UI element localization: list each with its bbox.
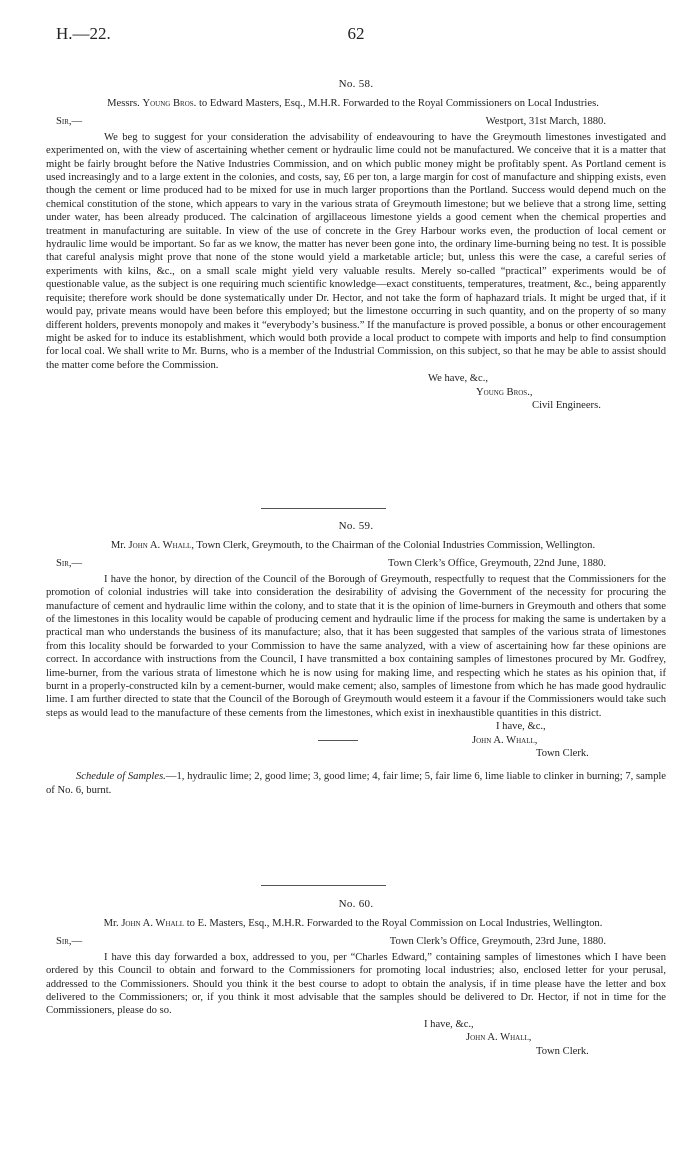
closing: I have, &c., bbox=[496, 721, 546, 733]
salutation: Sir,— bbox=[56, 935, 83, 947]
sender-name: John A. Whall bbox=[128, 540, 192, 552]
letter-59 bbox=[46, 520, 666, 808]
sender-name: Young Bros. bbox=[142, 98, 197, 110]
signature-rule bbox=[318, 740, 358, 741]
letter-60 bbox=[46, 898, 666, 1058]
place-date: Town Clerk’s Office, Greymouth, 23rd June, 1880. bbox=[389, 935, 606, 947]
letter-58 bbox=[46, 78, 666, 412]
document-reference: H.—22. bbox=[56, 24, 111, 43]
schedule-of-samples bbox=[46, 770, 666, 797]
salutation: Sir,— bbox=[56, 115, 83, 127]
signature: John A. Whall, bbox=[466, 1032, 532, 1044]
letter-number: No. 60. bbox=[338, 898, 374, 910]
letter-heading: Messrs. Young Bros. to Edward Masters, Esq., M.H.R. Forwarded to the Royal Commissioners on Local Industries. bbox=[107, 98, 599, 110]
signature: Young Bros., bbox=[476, 386, 533, 398]
section-divider bbox=[261, 885, 386, 886]
section-divider bbox=[261, 508, 386, 509]
salutation: Sir,— bbox=[56, 557, 83, 569]
letter-heading: Mr. John A. Whall to E. Masters, Esq., M.H.R. Forwarded to the Royal Commission on Local Industries, Wellington. bbox=[103, 918, 603, 930]
letter-body: I have this day forwarded a box, addressed to you, per “Charles Edward,” containing samples of limestones which I have been ordered by this Council to obtain and forward to the Commissioners for promoting local industries; also, enclosed letter for your perusal, addressed to the Commissioners. Should you think it the best course to adopt to obtain the analysis, if in time please have the letter and box delivered to the Commissioners; or, if you think it most advisable that the samples should be delivered to Dr. Hector, if not in time for the Commissioners, please do so. bbox=[46, 951, 666, 1017]
closing: We have, &c., bbox=[428, 373, 489, 385]
letter-body: We beg to suggest for your consideration the advisability of endeavouring to have the Greymouth limestones investigated and experimented on, with the view of ascertaining whether cement or hydraulic lime could not be manufactured. We conceive that it is a matter that might be fairly brought before the Native Industries Commission, and on which public money might be profitably spent. As Portland cement is used increasingly and to a large extent in the colonies, and costs, say, £6 per ton, a large margin for cost of manufacture and shipping exists, even though the cement or lime produced had to be mixed for use in much larger proportions than the Portland. Success would depend much on the chemical constitution of the stone, which appears to vary in the various strata of Greymouth limestone; but we believe that a strong lime, setting under water, has been already produced. The calcination of argillaceous limestone yields a good cement when the chemical properties and treatment in manufacturing are suitable. In view of the use of concrete in the Grey Harbour works even, the production of local cement or hydraulic lime would be important. So far as we know, the matter has never been gone into, the ordinary lime-burning being no test. It is possible that careful analysis might prove that none of the stone would yield a marketable article; but, unless this were the case, a careful series of experiments with kilns, &c., on a small scale might yield very valuable results. Merely so-called “practical” experiments would be of questionable value, as the subject is one requiring much scientific knowledge—exact constituents, temperatures, treatment, &c., being apparently requisite; therefore work should be done systematically under Dr. Hector, and not take the form of haphazard trials. It might be urged that, if it would pay, private means would have been before this employed; but the limestone occurring in such quantity, and on the property of so many different holders, prevents monopoly and makes it “everybody’s business.” If the manufacture is proved possible, a bonus or other encouragement might be asked for to induce its establishment, which would both provide a local product to compete with imports and help to find consumption for local coal. We shall write to Mr. Burns, who is a member of the Industrial Commission, on this subject, so that he may be able to assist should the matter come before the Commission. bbox=[46, 131, 666, 371]
place-date: Town Clerk’s Office, Greymouth, 22nd June, 1880. bbox=[388, 557, 606, 569]
letter-body: I have the honor, by direction of the Council of the Borough of Greymouth, respectfully to request that the Commissioners for the promotion of colonial industries will take into consideration the desirability of advising the Government of the necessity for procuring the manufacture of cement and hydraulic lime within the colony, and to state that it is the opinion of lime-burners in Greymouth and others that some of the limestones in this locality would be capable of producing cement and hydraulic lime if the process for making the same is undertaken by a practical man who understands the business of its manufacture; also, that it has been suggested that samples of the various strata of limestones from this locality should be forwarded to your Commission to have the same analyzed, with a view of ascertaining how far these opinions are correct. In accordance with instructions from the Council, I have transmitted a box containing samples of limestones procured by Mr. Godfrey, lime-burner, from the various strata of limestone which he is now using for making lime, and respecting which he states as his opinion that, if burnt in a properly-constructed kiln by a cement-burner, would make cement; also, samples of limestone from which he has made good hydraulic lime. I am further directed to state that the Council of the Borough of Greymouth would esteem it a favour if the Commissioners would take such steps as would lead to the manufacture of these cements from the limestones, which exist in inexhaustible quantities in this district. bbox=[46, 573, 666, 719]
signatory-title: Town Clerk. bbox=[536, 1045, 589, 1057]
place-date: Westport, 31st March, 1880. bbox=[485, 115, 606, 127]
schedule-text: —1, hydraulic lime; 2, good lime; 3, good lime; 4, fair lime; 5, fair lime 6, lime liable to clinker in burning; 7, sample of No. 6, burnt. bbox=[46, 771, 667, 796]
signature: John A. Whall, bbox=[472, 734, 538, 746]
schedule-label: Schedule of Samples. bbox=[76, 771, 166, 783]
page-number: 62 bbox=[347, 24, 365, 43]
signatory-title: Civil Engineers. bbox=[532, 399, 601, 411]
signatory-title: Town Clerk. bbox=[536, 748, 589, 760]
closing: I have, &c., bbox=[424, 1018, 474, 1030]
letter-number: No. 58. bbox=[338, 78, 374, 90]
letter-number: No. 59. bbox=[338, 520, 374, 532]
page-header bbox=[46, 24, 666, 44]
letter-heading: Mr. John A. Whall, Town Clerk, Greymouth, to the Chairman of the Colonial Industries Commission, Wellington. bbox=[110, 540, 596, 552]
sender-name: John A. Whall bbox=[121, 918, 185, 930]
